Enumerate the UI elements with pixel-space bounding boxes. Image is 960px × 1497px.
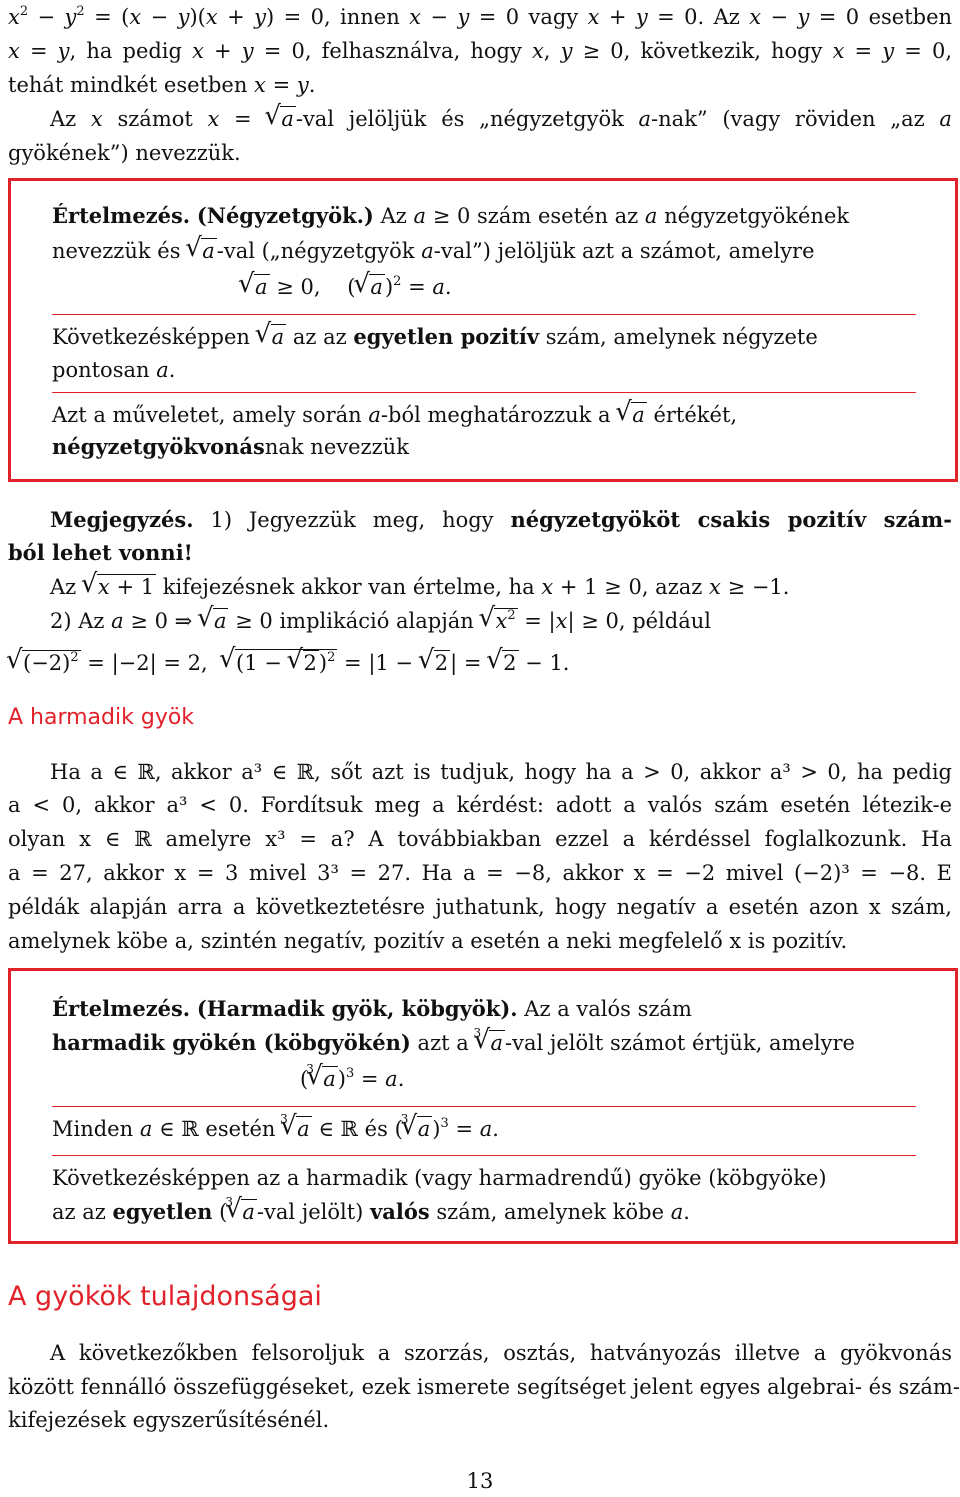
note-line-1: Megjegyzés. 1) Jegyezzük meg, hogy négyzetgyököt csakis pozitív szám- bbox=[50, 507, 952, 532]
box2-rule-2 bbox=[52, 1155, 916, 1156]
top-line-2: x = y, ha pedig x + y = 0, felhasználva, hogy x, y ≥ 0, következik, hogy x = y = 0, bbox=[8, 39, 953, 63]
roots-paragraph-line-3: kifejezések egyszerűsítésénél. bbox=[8, 1408, 330, 1432]
page-number: 13 bbox=[466, 1469, 494, 1493]
box1-rule-1 bbox=[52, 314, 916, 315]
top-line-1: $x^2 - y^2 = (x - y)(x + y) = 0$, innen x − y = 0 vagy x + y = 0. Az x − y = 0 esetben bbox=[8, 4, 953, 29]
box2-rule-1 bbox=[52, 1106, 916, 1107]
top-line-3: tehát mindkét esetben x = y. bbox=[8, 73, 316, 97]
cube-consequence-line-1: Következésképpen az a harmadik (vagy harmadrendű) gyöke (köbgyöke) bbox=[52, 1166, 827, 1190]
cube-paragraph-line-2: a < 0, akkor a³ < 0. Fordítsuk meg a kérdést: adott a valós szám esetén létezik-e bbox=[8, 793, 952, 817]
definition-formula: √ a ≥ 0, (√ a)$^2$ = a. bbox=[240, 272, 452, 302]
top-line-5: gyökének”) nevezzük. bbox=[8, 141, 241, 165]
box1-rule-2 bbox=[52, 392, 916, 393]
cube-definition-formula: ( √ 3 a)$^3$ = a. bbox=[300, 1064, 404, 1094]
cube-definition-heading: Értelmezés. (Harmadik gyök, köbgyök). Az a valós szám bbox=[52, 996, 692, 1021]
sqrt-a: √ a bbox=[280, 106, 296, 131]
roots-paragraph-line-2: között fennálló összefüggéseket, ezek ismerete segítséget jelent egyes algebrai- és szám- bbox=[8, 1375, 960, 1399]
cube-paragraph-line-3: olyan x ∈ ℝ amelyre x³ = a? A továbbiakban ezzel a kérdéssel foglalkozunk. Ha bbox=[8, 827, 952, 851]
cube-consequence-line-2: az az egyetlen ( √ 3 a-val jelölt) valós szám, amelynek köbe a. bbox=[52, 1197, 690, 1227]
cube-property-line: Minden a ∈ ℝ esetén √ 3 a ∈ ℝ és ( √ 3 a)$^3$ = a. bbox=[52, 1114, 499, 1144]
top-line-4: Az x számot x = √ a-val jelöljük és „négyzetgyök a-nak” (vagy röviden „az a bbox=[50, 104, 952, 134]
note-line-2: ból lehet vonni! bbox=[8, 540, 193, 565]
note-example: √ $(-2)^2 = |-2| = 2$, √ (1 − √ 2)$^2$ = |1 − √ 2| = √ 2 − 1. bbox=[8, 648, 569, 678]
consequence-line-1: Következésképpen √ a az az egyetlen pozitív szám, amelynek négyzete bbox=[52, 322, 818, 352]
roots-paragraph-line-1: A következőkben felsoroljuk a szorzás, osztás, hatványozás illetve a gyökvonás bbox=[50, 1341, 952, 1365]
cube-paragraph-line-5: példák alapján arra a következtetésre juthatunk, hogy negatív a esetén azon x szám, bbox=[8, 895, 952, 919]
operation-line-1: Azt a műveletet, amely során a-ból meghatározzuk a √ a értékét, bbox=[52, 400, 737, 430]
definition-line-2: nevezzük és √ a-val („négyzetgyök a-val”) jelöljük azt a számot, amelyre bbox=[52, 236, 815, 266]
cube-paragraph-line-1: Ha a ∈ ℝ, akkor a³ ∈ ℝ, sőt azt is tudjuk, hogy ha a > 0, akkor a³ > 0, ha pedig bbox=[50, 760, 952, 784]
operation-line-2: négyzetgyökvonásnak nevezzük bbox=[52, 434, 409, 459]
section-heading-root-properties: A gyökök tulajdonságai bbox=[8, 1281, 322, 1312]
section-heading-cube-root: A harmadik gyök bbox=[8, 705, 195, 730]
note-line-4: 2) Az a ≥ 0 ⇒ √ a ≥ 0 implikáció alapján √ $x^2 = |x| \ge 0$, például bbox=[50, 606, 711, 636]
cube-paragraph-line-6: amelynek köbe a, szintén negatív, pozitív a esetén a neki megfelelő x is pozitív. bbox=[8, 929, 848, 953]
note-line-3: Az √ x + 1 kifejezésnek akkor van értelme, ha x + 1 ≥ 0, azaz x ≥ −1. bbox=[50, 572, 789, 602]
cube-definition-line-2: harmadik gyökén (köbgyökén) azt a √ 3 a-val jelölt számot értjük, amelyre bbox=[52, 1028, 855, 1058]
definition-heading: Értelmezés. (Négyzetgyök.) Az a ≥ 0 szám esetén az a négyzetgyökének bbox=[52, 203, 850, 228]
consequence-line-2: pontosan a. bbox=[52, 358, 176, 382]
cube-paragraph-line-4: a = 27, akkor x = 3 mivel 3³ = 27. Ha a = −8, akkor x = −2 mivel (−2)³ = −8. E bbox=[8, 861, 952, 885]
